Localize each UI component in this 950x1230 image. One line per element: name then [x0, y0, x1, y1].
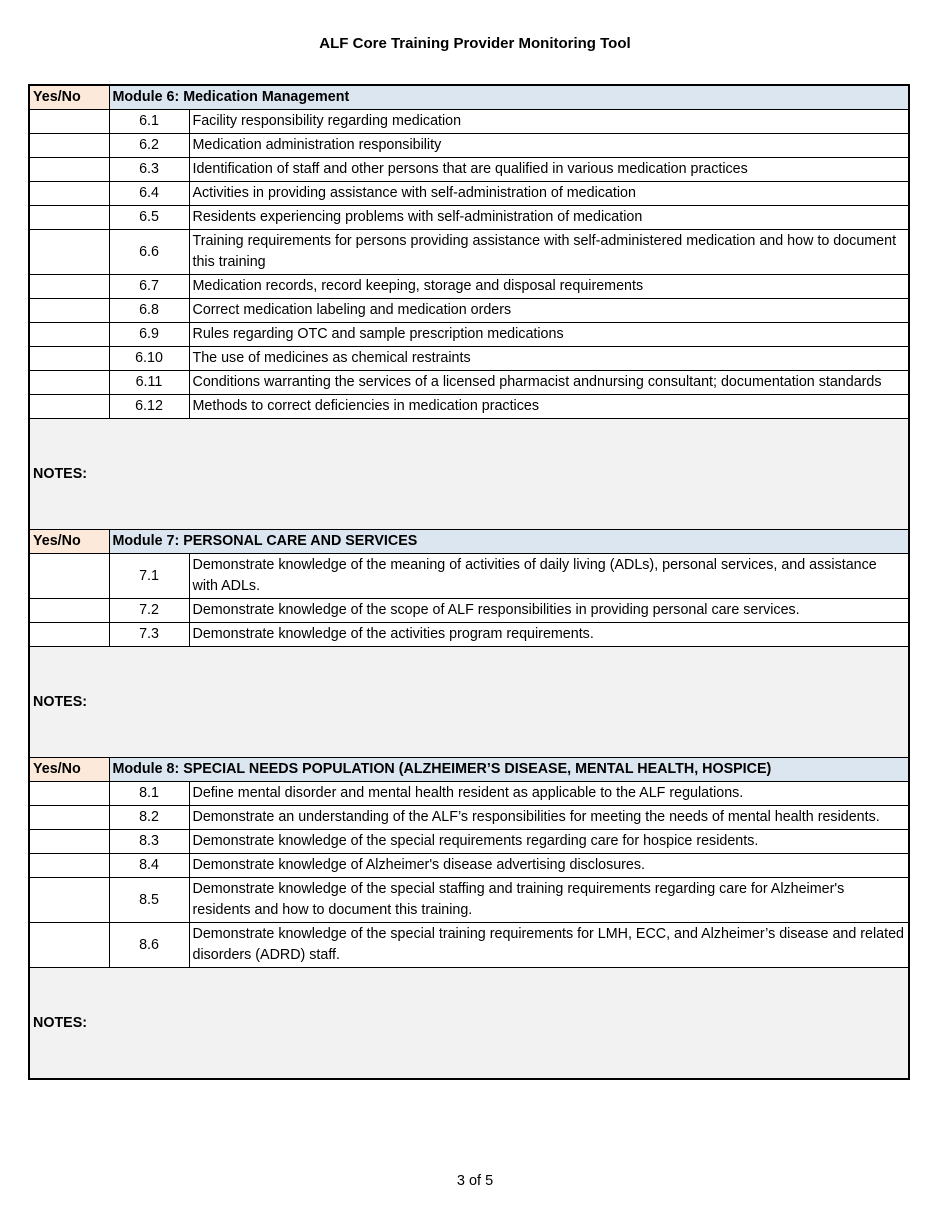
table-row [29, 830, 909, 854]
item-description: Methods to correct deficiencies in medication practices [189, 395, 909, 419]
table-row [29, 623, 909, 647]
yes-no-cell[interactable] [29, 830, 109, 854]
item-number: 6.7 [109, 275, 189, 299]
item-number: 6.9 [109, 323, 189, 347]
table-row [29, 275, 909, 299]
yes-no-cell[interactable] [29, 323, 109, 347]
item-description: Demonstrate knowledge of the activities program requirements. [189, 623, 909, 647]
table-row [29, 554, 909, 599]
item-number: 8.6 [109, 923, 189, 968]
table-row [29, 158, 909, 182]
yes-no-cell[interactable] [29, 158, 109, 182]
table-row [29, 854, 909, 878]
item-description: Demonstrate knowledge of the special staffing and training requirements regarding care for Alzheimer's residents and how to document this training. [189, 878, 909, 923]
notes-area[interactable]: NOTES: [29, 419, 909, 530]
yes-no-header: Yes/No [29, 530, 109, 554]
item-number: 8.2 [109, 806, 189, 830]
item-number: 6.12 [109, 395, 189, 419]
item-description: Conditions warranting the services of a licensed pharmacist andnursing consultant; documentation standards [189, 371, 909, 395]
yes-no-cell[interactable] [29, 134, 109, 158]
yes-no-cell[interactable] [29, 806, 109, 830]
item-number: 8.4 [109, 854, 189, 878]
yes-no-cell[interactable] [29, 299, 109, 323]
item-description: Identification of staff and other persons that are qualified in various medication practices [189, 158, 909, 182]
yes-no-cell[interactable] [29, 782, 109, 806]
module-heading: Module 7: PERSONAL CARE AND SERVICES [109, 530, 909, 554]
table-row [29, 323, 909, 347]
yes-no-cell[interactable] [29, 275, 109, 299]
yes-no-cell[interactable] [29, 206, 109, 230]
table-row [29, 395, 909, 419]
item-description: Demonstrate knowledge of the special training requirements for LMH, ECC, and Alzheimer’s disease and related disorders (ADRD) staff. [189, 923, 909, 968]
yes-no-cell[interactable] [29, 854, 109, 878]
item-description: Rules regarding OTC and sample prescription medications [189, 323, 909, 347]
yes-no-cell[interactable] [29, 230, 109, 275]
yes-no-cell[interactable] [29, 623, 109, 647]
item-number: 7.3 [109, 623, 189, 647]
yes-no-cell[interactable] [29, 599, 109, 623]
table-row [29, 371, 909, 395]
item-number: 8.3 [109, 830, 189, 854]
table-row [29, 110, 909, 134]
module-heading: Module 8: SPECIAL NEEDS POPULATION (ALZHEIMER’S DISEASE, MENTAL HEALTH, HOSPICE) [109, 758, 909, 782]
notes-row [29, 419, 909, 530]
item-number: 8.1 [109, 782, 189, 806]
yes-no-cell[interactable] [29, 347, 109, 371]
item-number: 6.5 [109, 206, 189, 230]
item-number: 6.3 [109, 158, 189, 182]
yes-no-header: Yes/No [29, 85, 109, 110]
item-description: Activities in providing assistance with self-administration of medication [189, 182, 909, 206]
table-row [29, 878, 909, 923]
module-header-row [29, 85, 909, 110]
item-number: 6.4 [109, 182, 189, 206]
table-row [29, 134, 909, 158]
table-row [29, 347, 909, 371]
item-number: 6.1 [109, 110, 189, 134]
module-header-row [29, 530, 909, 554]
item-description: Demonstrate knowledge of Alzheimer's disease advertising disclosures. [189, 854, 909, 878]
table-row [29, 806, 909, 830]
yes-no-header: Yes/No [29, 758, 109, 782]
item-description: Demonstrate knowledge of the special requirements regarding care for hospice residents. [189, 830, 909, 854]
table-row [29, 206, 909, 230]
table-row [29, 782, 909, 806]
item-description: Demonstrate knowledge of the scope of ALF responsibilities in providing personal care services. [189, 599, 909, 623]
item-description: The use of medicines as chemical restraints [189, 347, 909, 371]
page-number: 3 of 5 [456, 1173, 494, 1189]
yes-no-cell[interactable] [29, 182, 109, 206]
notes-area[interactable]: NOTES: [29, 647, 909, 758]
monitoring-table [28, 84, 910, 1080]
notes-row [29, 968, 909, 1080]
page-title: ALF Core Training Provider Monitoring Tool [319, 35, 631, 52]
item-number: 6.2 [109, 134, 189, 158]
table-row [29, 182, 909, 206]
item-description: Demonstrate knowledge of the meaning of activities of daily living (ADLs), personal services, and assistance with ADLs. [189, 554, 909, 599]
table-row [29, 299, 909, 323]
item-number: 6.6 [109, 230, 189, 275]
yes-no-cell[interactable] [29, 923, 109, 968]
yes-no-cell[interactable] [29, 554, 109, 599]
item-number: 6.10 [109, 347, 189, 371]
yes-no-cell[interactable] [29, 371, 109, 395]
yes-no-cell[interactable] [29, 110, 109, 134]
module-heading: Module 6: Medication Management [109, 85, 909, 110]
item-number: 7.1 [109, 554, 189, 599]
notes-row [29, 647, 909, 758]
notes-area[interactable]: NOTES: [29, 968, 909, 1080]
yes-no-cell[interactable] [29, 395, 109, 419]
item-description: Correct medication labeling and medication orders [189, 299, 909, 323]
item-number: 6.11 [109, 371, 189, 395]
table-row [29, 230, 909, 275]
yes-no-cell[interactable] [29, 878, 109, 923]
item-description: Demonstrate an understanding of the ALF’s responsibilities for meeting the needs of mental health residents. [189, 806, 909, 830]
item-description: Medication records, record keeping, storage and disposal requirements [189, 275, 909, 299]
item-description: Facility responsibility regarding medication [189, 110, 909, 134]
item-number: 7.2 [109, 599, 189, 623]
item-description: Training requirements for persons providing assistance with self-administered medication and how to document this training [189, 230, 909, 275]
table-row [29, 923, 909, 968]
item-description: Medication administration responsibility [189, 134, 909, 158]
item-description: Residents experiencing problems with self-administration of medication [189, 206, 909, 230]
module-header-row [29, 758, 909, 782]
table-row [29, 599, 909, 623]
item-number: 8.5 [109, 878, 189, 923]
item-number: 6.8 [109, 299, 189, 323]
item-description: Define mental disorder and mental health resident as applicable to the ALF regulations. [189, 782, 909, 806]
